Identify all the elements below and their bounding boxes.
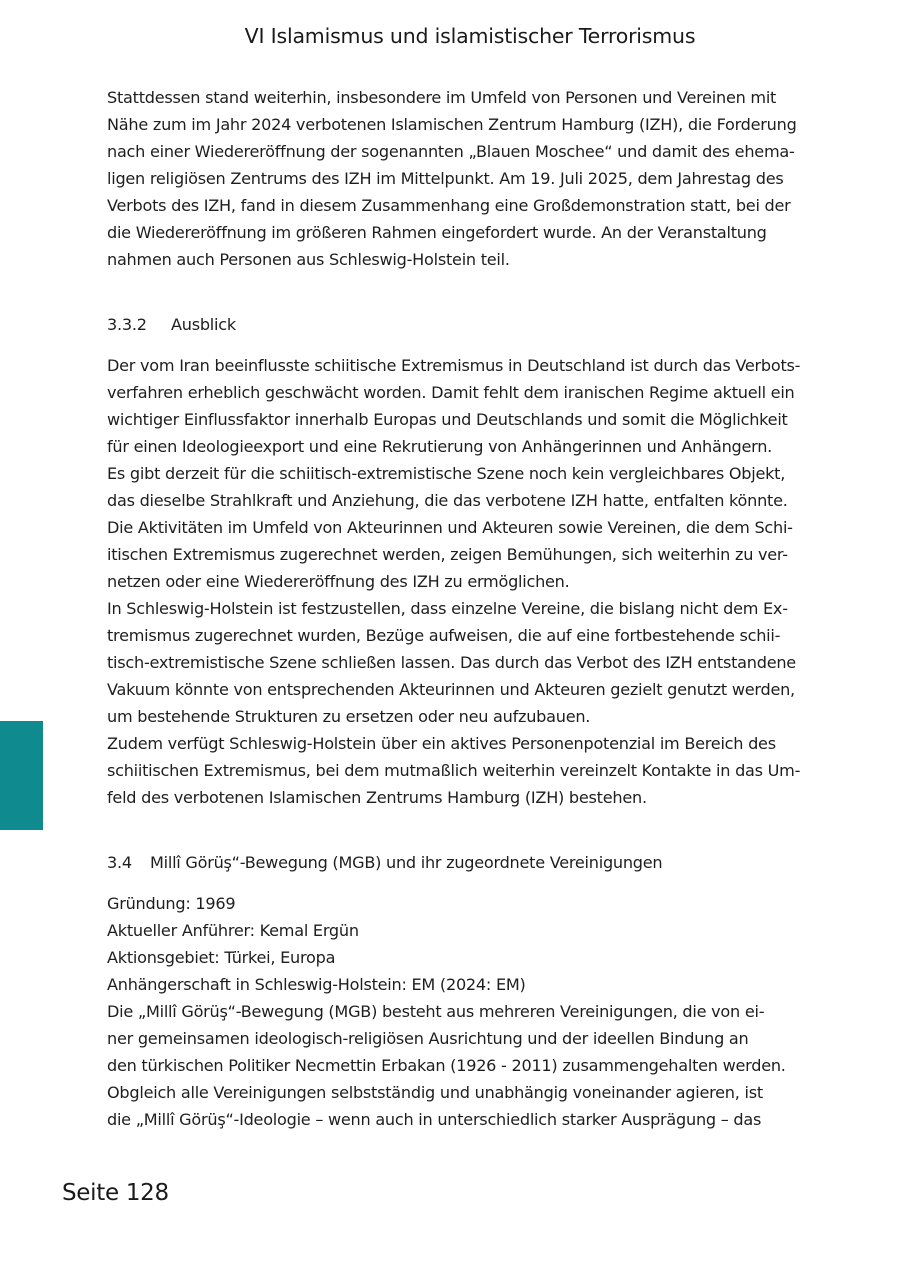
text-line: Es gibt derzeit für die schiitisch-extremistische Szene noch kein vergleichbares Objekt,: [107, 464, 786, 483]
text-line: Stattdessen stand weiterhin, insbesondere im Umfeld von Personen und Vereinen mit: [107, 88, 777, 107]
text-line: tisch-extremistische Szene schließen lassen. Das durch das Verbot des IZH entstandene: [107, 653, 796, 672]
running-header: VI Islamismus und islamistischer Terrorismus: [244, 24, 696, 48]
section-heading-3-3-2: [107, 311, 837, 338]
text-line: Nähe zum im Jahr 2024 verbotenen Islamischen Zentrum Hamburg (IZH), die Forderung: [107, 115, 797, 134]
fact-founding: Gründung: 1969: [107, 894, 236, 913]
text-line: den türkischen Politiker Necmettin Erbakan (1926 - 2011) zusammengehalten werden.: [107, 1056, 786, 1075]
text-line: nahmen auch Personen aus Schleswig-Holstein teil.: [107, 250, 510, 269]
paragraph: [107, 998, 837, 1133]
fact-list: [107, 890, 837, 998]
section-title: Ausblick: [171, 315, 236, 334]
fact-followers: Anhängerschaft in Schleswig-Holstein: EM (2024: EM): [107, 975, 526, 994]
text-line: itischen Extremismus zugerechnet werden, zeigen Bemühungen, sich weiterhin zu ver-: [107, 545, 788, 564]
text-line: Zudem verfügt Schleswig-Holstein über ein aktives Personenpotenzial im Bereich des: [107, 734, 776, 753]
page-body: [107, 84, 837, 1133]
text-line: Vakuum könnte von entsprechenden Akteurinnen und Akteuren gezielt genutzt werden,: [107, 680, 795, 699]
chapter-marker-tab: [0, 721, 43, 830]
fact-area: Aktionsgebiet: Türkei, Europa: [107, 948, 336, 967]
section-number: 3.3.2: [107, 315, 147, 334]
text-line: wichtiger Einflussfaktor innerhalb Europas und Deutschlands und somit die Möglichkeit: [107, 410, 788, 429]
text-line: In Schleswig-Holstein ist festzustellen, dass einzelne Vereine, die bislang nicht dem Ex-: [107, 599, 788, 618]
paragraph: [107, 595, 837, 730]
text-line: Die „Millî Görüş“-Bewegung (MGB) besteht aus mehreren Vereinigungen, die von ei-: [107, 1002, 765, 1021]
section-number: 3.4: [107, 853, 132, 872]
text-line: verfahren erheblich geschwächt worden. Damit fehlt dem iranischen Regime aktuell ein: [107, 383, 795, 402]
text-line: schiitischen Extremismus, bei dem mutmaßlich weiterhin vereinzelt Kontakte in das Um-: [107, 761, 801, 780]
text-line: netzen oder eine Wiedereröffnung des IZH zu ermöglichen.: [107, 572, 570, 591]
text-line: Der vom Iran beeinflusste schiitische Extremismus in Deutschland ist durch das Verbots-: [107, 356, 801, 375]
text-line: Die Aktivitäten im Umfeld von Akteurinnen und Akteuren sowie Vereinen, die dem Schi-: [107, 518, 793, 537]
paragraph: [107, 352, 837, 595]
paragraph: [107, 730, 837, 811]
text-line: das dieselbe Strahlkraft und Anziehung, die das verbotene IZH hatte, entfalten könnte.: [107, 491, 788, 510]
text-line: feld des verbotenen Islamischen Zentrums Hamburg (IZH) bestehen.: [107, 788, 647, 807]
text-line: nach einer Wiedereröffnung der sogenannten „Blauen Moschee“ und damit des ehema-: [107, 142, 795, 161]
text-line: Obgleich alle Vereinigungen selbstständig und unabhängig voneinander agieren, ist: [107, 1083, 763, 1102]
intro-paragraph: [107, 84, 837, 273]
section-title: Millî Görüş“-Bewegung (MGB) und ihr zugeordnete Vereinigungen: [150, 853, 663, 872]
text-line: Verbots des IZH, fand in diesem Zusammenhang eine Großdemonstration statt, bei der: [107, 196, 791, 215]
fact-leader: Aktueller Anführer: Kemal Ergün: [107, 921, 359, 940]
text-line: für einen Ideologieexport und eine Rekrutierung von Anhängerinnen und Anhängern.: [107, 437, 773, 456]
text-line: um bestehende Strukturen zu ersetzen oder neu aufzubauen.: [107, 707, 591, 726]
text-line: die Wiedereröffnung im größeren Rahmen eingefordert wurde. An der Veranstaltung: [107, 223, 767, 242]
text-line: ner gemeinsamen ideologisch-religiösen Ausrichtung und der ideellen Bindung an: [107, 1029, 749, 1048]
text-line: ligen religiösen Zentrums des IZH im Mittelpunkt. Am 19. Juli 2025, dem Jahrestag des: [107, 169, 784, 188]
text-line: die „Millî Görüş“-Ideologie – wenn auch in unterschiedlich starker Ausprägung – das: [107, 1110, 762, 1129]
section-heading-3-4: [107, 849, 837, 876]
text-line: tremismus zugerechnet wurden, Bezüge aufweisen, die auf eine fortbestehende schii-: [107, 626, 781, 645]
page-number: Seite 128: [62, 1180, 169, 1206]
